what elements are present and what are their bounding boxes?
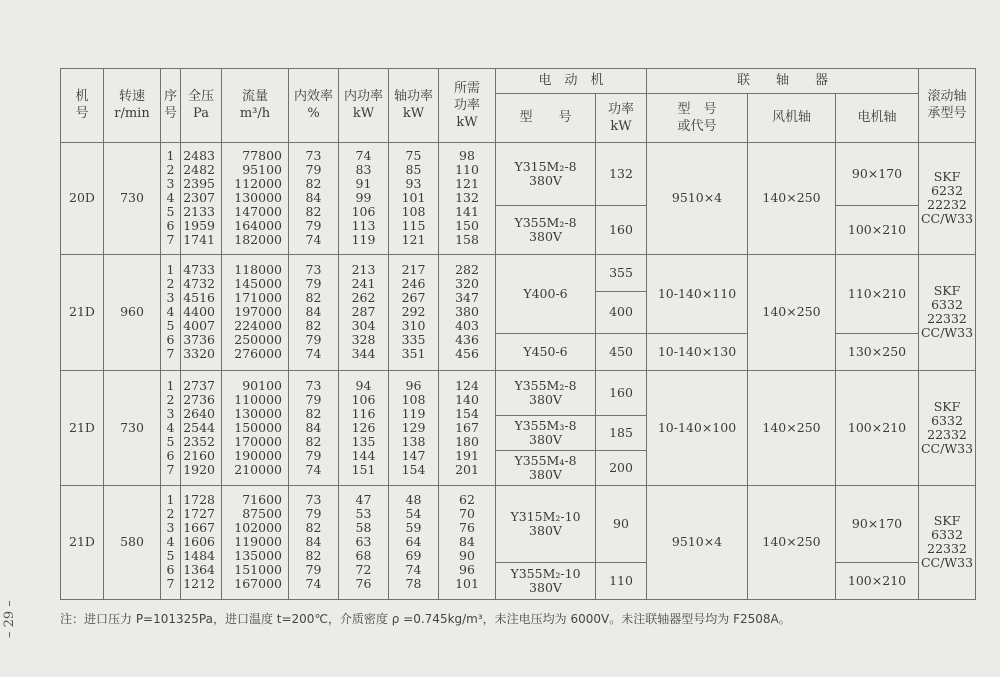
cell-value: 2160 xyxy=(183,447,215,463)
cell-value: 93 xyxy=(405,176,422,192)
required-power-list xyxy=(439,255,495,370)
cell-value: 94 xyxy=(355,377,372,393)
header-machine: 机 号 xyxy=(61,69,104,143)
cell-value: 73 xyxy=(305,492,322,508)
header-fan-shaft: 风机轴 xyxy=(748,93,836,142)
coupling-model: 9510×4 xyxy=(647,485,748,599)
cell-value: 2 xyxy=(166,506,175,522)
bearing-model: SKF 6332 22332 CC/W33 xyxy=(919,485,976,599)
motor-model: Y400-6 xyxy=(496,254,596,334)
cell-value: 101 xyxy=(401,190,426,206)
pressure-list xyxy=(181,255,221,370)
cell-value: 4007 xyxy=(183,318,215,334)
cell-value: 87500 xyxy=(242,506,282,522)
motor-model: Y315M₂-8 380V xyxy=(496,142,596,205)
motor-power: 200 xyxy=(596,450,647,485)
motor-shaft: 90×170 xyxy=(836,142,919,205)
cell-value: 191 xyxy=(455,447,479,463)
cell-value: 1741 xyxy=(183,232,215,248)
cell-value: 1 xyxy=(166,377,175,393)
cell-value: 82 xyxy=(305,204,322,220)
header-motor-power: 功率 kW xyxy=(596,93,647,142)
cell-value: 108 xyxy=(401,391,426,407)
cell-value: 83 xyxy=(355,162,372,178)
shaft-power-list xyxy=(389,486,438,599)
coupling-model: 10-140×110 xyxy=(647,254,748,334)
cell-value: 147 xyxy=(401,447,426,463)
cell-value: 3 xyxy=(166,520,175,536)
header-bearing: 滚动轴 承型号 xyxy=(919,69,976,143)
cell-value: 106 xyxy=(351,391,376,407)
cell-value: 4 xyxy=(166,419,175,435)
cell-value: 82 xyxy=(305,520,322,536)
footnote: 注：进口压力 P=101325Pa，进口温度 t=200℃，介质密度 ρ =0.745kg/m³，未注电压均为 6000V。未注联轴器型号均为 F2508A。 xyxy=(60,612,791,626)
cell-value: 59 xyxy=(405,520,422,536)
motor-shaft: 100×210 xyxy=(836,371,919,485)
machine-no: 21D xyxy=(61,254,104,370)
motor-model: Y355M₄-8 380V xyxy=(496,450,596,485)
cell-value: 436 xyxy=(455,332,479,348)
machine-no: 20D xyxy=(61,142,104,254)
cell-value: 1212 xyxy=(183,576,215,592)
motor-shaft: 100×210 xyxy=(836,563,919,600)
cell-value: 347 xyxy=(455,290,479,306)
motor-model: Y355M₂-10 380V xyxy=(496,563,596,600)
seq-list xyxy=(161,486,180,599)
cell-value: 5 xyxy=(166,318,175,334)
cell-value: 79 xyxy=(305,447,322,463)
cell-value: 64 xyxy=(405,534,422,550)
cell-value: 167000 xyxy=(234,576,282,592)
coupling-model: 10-140×130 xyxy=(647,334,748,371)
motor-model: Y355M₂-8 380V xyxy=(496,205,596,254)
cell-value: 135 xyxy=(351,433,376,449)
cell-value: 3320 xyxy=(183,346,215,362)
cell-value: 2 xyxy=(166,391,175,407)
cell-value: 74 xyxy=(305,576,322,592)
cell-value: 90100 xyxy=(242,377,282,393)
fan-spec-table xyxy=(60,68,976,600)
cell-value: 1727 xyxy=(183,506,215,522)
cell-value: 171000 xyxy=(234,290,282,306)
cell-value: 54 xyxy=(405,506,422,522)
pressure-list xyxy=(181,143,221,254)
cell-value: 151 xyxy=(351,461,376,477)
inner-efficiency-list xyxy=(289,371,338,484)
cell-value: 2307 xyxy=(183,190,215,206)
header-inner-efficiency: 内效率 % xyxy=(289,69,339,143)
cell-value: 106 xyxy=(351,204,376,220)
cell-value: 150000 xyxy=(234,419,282,435)
cell-value: 110 xyxy=(455,162,479,178)
cell-value: 4 xyxy=(166,534,175,550)
cell-value: 2 xyxy=(166,276,175,292)
cell-value: 73 xyxy=(305,148,322,164)
cell-value: 74 xyxy=(305,461,322,477)
cell-value: 126 xyxy=(351,419,376,435)
cell-value: 147000 xyxy=(234,204,282,220)
cell-value: 74 xyxy=(305,232,322,248)
cell-value: 132 xyxy=(455,190,479,206)
fan-shaft: 140×250 xyxy=(748,371,836,485)
cell-value: 320 xyxy=(455,276,479,292)
bearing-model: SKF 6232 22232 CC/W33 xyxy=(919,142,976,254)
cell-value: 3736 xyxy=(183,332,215,348)
cell-value: 2133 xyxy=(183,204,215,220)
motor-power: 185 xyxy=(596,416,647,451)
motor-power: 132 xyxy=(596,142,647,205)
cell-value: 130000 xyxy=(234,190,282,206)
cell-value: 380 xyxy=(455,304,479,320)
header-motor: 电 动 机 xyxy=(496,69,647,94)
cell-value: 72 xyxy=(355,562,372,578)
cell-value: 121 xyxy=(455,176,479,192)
cell-value: 335 xyxy=(401,332,426,348)
shaft-power-list xyxy=(389,143,438,254)
cell-value: 74 xyxy=(355,148,372,164)
cell-value: 119 xyxy=(351,232,376,248)
cell-value: 47 xyxy=(355,492,372,508)
cell-value: 63 xyxy=(355,534,372,550)
cell-value: 5 xyxy=(166,204,175,220)
cell-value: 68 xyxy=(355,548,372,564)
cell-value: 145000 xyxy=(234,276,282,292)
cell-value: 99 xyxy=(355,190,372,206)
cell-value: 95100 xyxy=(242,162,282,178)
cell-value: 351 xyxy=(401,346,426,362)
cell-value: 70 xyxy=(459,506,475,522)
motor-power: 355 xyxy=(596,254,647,291)
cell-value: 3 xyxy=(166,176,175,192)
cell-value: 170000 xyxy=(234,433,282,449)
cell-value: 2395 xyxy=(183,176,215,192)
cell-value: 282 xyxy=(455,262,479,278)
cell-value: 90 xyxy=(459,548,475,564)
cell-value: 3 xyxy=(166,405,175,421)
cell-value: 71600 xyxy=(242,492,282,508)
cell-value: 115 xyxy=(401,218,426,234)
cell-value: 3 xyxy=(166,290,175,306)
inner-efficiency-list xyxy=(289,486,338,599)
cell-value: 304 xyxy=(351,318,376,334)
header-motor-model: 型 号 xyxy=(496,93,596,142)
shaft-power-list xyxy=(389,255,438,370)
cell-value: 79 xyxy=(305,506,322,522)
cell-value: 182000 xyxy=(234,232,282,248)
header-motor-shaft: 电机轴 xyxy=(836,93,919,142)
cell-value: 262 xyxy=(351,290,376,306)
cell-value: 84 xyxy=(305,304,322,320)
cell-value: 110000 xyxy=(234,391,282,407)
cell-value: 129 xyxy=(401,419,426,435)
motor-model: Y450-6 xyxy=(496,334,596,371)
cell-value: 85 xyxy=(405,162,422,178)
cell-value: 201 xyxy=(455,461,479,477)
cell-value: 75 xyxy=(405,148,422,164)
cell-value: 135000 xyxy=(234,548,282,564)
cell-value: 150 xyxy=(455,218,479,234)
cell-value: 7 xyxy=(166,461,175,477)
motor-model: Y315M₂-10 380V xyxy=(496,485,596,563)
cell-value: 118000 xyxy=(234,262,282,278)
required-power-list xyxy=(439,486,495,599)
header-required-power: 所需 功率 kW xyxy=(439,69,496,143)
motor-power: 110 xyxy=(596,563,647,600)
fan-shaft: 140×250 xyxy=(748,485,836,599)
cell-value: 69 xyxy=(405,548,422,564)
cell-value: 96 xyxy=(405,377,422,393)
cell-value: 2736 xyxy=(183,391,215,407)
cell-value: 7 xyxy=(166,232,175,248)
cell-value: 4 xyxy=(166,190,175,206)
speed: 960 xyxy=(104,254,161,370)
cell-value: 124 xyxy=(455,377,479,393)
cell-value: 5 xyxy=(166,433,175,449)
cell-value: 344 xyxy=(351,346,376,362)
cell-value: 79 xyxy=(305,276,322,292)
cell-value: 154 xyxy=(401,461,426,477)
cell-value: 1728 xyxy=(183,492,215,508)
cell-value: 112000 xyxy=(234,176,282,192)
cell-value: 403 xyxy=(455,318,479,334)
required-power-list xyxy=(439,143,495,254)
cell-value: 108 xyxy=(401,204,426,220)
cell-value: 79 xyxy=(305,391,322,407)
header-coupling: 联 轴 器 xyxy=(647,69,919,94)
cell-value: 213 xyxy=(351,262,376,278)
cell-value: 456 xyxy=(455,346,479,362)
speed: 730 xyxy=(104,142,161,254)
cell-value: 96 xyxy=(459,562,475,578)
machine-no: 21D xyxy=(61,485,104,599)
cell-value: 113 xyxy=(351,218,376,234)
cell-value: 7 xyxy=(166,346,175,362)
cell-value: 210000 xyxy=(234,461,282,477)
cell-value: 102000 xyxy=(234,520,282,536)
cell-value: 82 xyxy=(305,176,322,192)
cell-value: 250000 xyxy=(234,332,282,348)
cell-value: 140 xyxy=(455,391,479,407)
cell-value: 1 xyxy=(166,148,175,164)
cell-value: 151000 xyxy=(234,562,282,578)
bearing-model: SKF 6332 22332 CC/W33 xyxy=(919,254,976,370)
cell-value: 62 xyxy=(459,492,475,508)
cell-value: 4733 xyxy=(183,262,215,278)
shaft-power-list xyxy=(389,371,438,484)
cell-value: 73 xyxy=(305,262,322,278)
cell-value: 180 xyxy=(455,433,479,449)
cell-value: 138 xyxy=(401,433,426,449)
cell-value: 4 xyxy=(166,304,175,320)
inner-efficiency-list xyxy=(289,255,338,370)
motor-model: Y355M₃-8 380V xyxy=(496,416,596,451)
cell-value: 1364 xyxy=(183,562,215,578)
flow-list xyxy=(222,143,288,254)
pressure-list xyxy=(181,486,221,599)
cell-value: 1667 xyxy=(183,520,215,536)
cell-value: 6 xyxy=(166,447,175,463)
bearing-model: SKF 6332 22332 CC/W33 xyxy=(919,371,976,485)
inner-power-list xyxy=(339,371,388,484)
cell-value: 287 xyxy=(351,304,376,320)
cell-value: 82 xyxy=(305,433,322,449)
cell-value: 84 xyxy=(305,534,322,550)
motor-shaft: 110×210 xyxy=(836,254,919,334)
cell-value: 119 xyxy=(401,405,426,421)
cell-value: 164000 xyxy=(234,218,282,234)
cell-value: 2737 xyxy=(183,377,215,393)
header-coupling-model: 型 号 或代号 xyxy=(647,93,748,142)
seq-list xyxy=(161,371,180,484)
cell-value: 292 xyxy=(401,304,426,320)
header-inner-power: 内功率 kW xyxy=(339,69,389,143)
coupling-model: 9510×4 xyxy=(647,142,748,254)
cell-value: 79 xyxy=(305,332,322,348)
cell-value: 78 xyxy=(405,576,422,592)
seq-list xyxy=(161,143,180,254)
speed: 730 xyxy=(104,371,161,485)
cell-value: 2544 xyxy=(183,419,215,435)
motor-shaft: 90×170 xyxy=(836,485,919,563)
cell-value: 1 xyxy=(166,492,175,508)
cell-value: 130000 xyxy=(234,405,282,421)
cell-value: 84 xyxy=(305,190,322,206)
cell-value: 79 xyxy=(305,562,322,578)
cell-value: 82 xyxy=(305,290,322,306)
cell-value: 58 xyxy=(355,520,372,536)
cell-value: 76 xyxy=(459,520,475,536)
fan-shaft: 140×250 xyxy=(748,142,836,254)
pressure-list xyxy=(181,371,221,484)
cell-value: 84 xyxy=(459,534,475,550)
cell-value: 79 xyxy=(305,218,322,234)
cell-value: 224000 xyxy=(234,318,282,334)
flow-list xyxy=(222,486,288,599)
motor-power: 400 xyxy=(596,291,647,334)
cell-value: 79 xyxy=(305,162,322,178)
cell-value: 82 xyxy=(305,405,322,421)
motor-power: 160 xyxy=(596,371,647,416)
header-flow: 流量 m³/h xyxy=(222,69,289,143)
cell-value: 2483 xyxy=(183,148,215,164)
motor-power: 450 xyxy=(596,334,647,371)
cell-value: 82 xyxy=(305,548,322,564)
cell-value: 74 xyxy=(305,346,322,362)
cell-value: 2482 xyxy=(183,162,215,178)
cell-value: 6 xyxy=(166,218,175,234)
cell-value: 154 xyxy=(455,405,479,421)
cell-value: 1 xyxy=(166,262,175,278)
cell-value: 6 xyxy=(166,332,175,348)
cell-value: 101 xyxy=(455,576,479,592)
cell-value: 1606 xyxy=(183,534,215,550)
inner-power-list xyxy=(339,255,388,370)
cell-value: 310 xyxy=(401,318,426,334)
cell-value: 217 xyxy=(401,262,426,278)
cell-value: 5 xyxy=(166,548,175,564)
cell-value: 121 xyxy=(401,232,426,248)
cell-value: 246 xyxy=(401,276,426,292)
cell-value: 1920 xyxy=(183,461,215,477)
inner-power-list xyxy=(339,486,388,599)
cell-value: 197000 xyxy=(234,304,282,320)
cell-value: 4400 xyxy=(183,304,215,320)
cell-value: 2640 xyxy=(183,405,215,421)
cell-value: 116 xyxy=(351,405,376,421)
cell-value: 82 xyxy=(305,318,322,334)
page-number: – 29 – xyxy=(2,600,17,638)
header-pressure: 全压 Pa xyxy=(181,69,222,143)
machine-no: 21D xyxy=(61,371,104,485)
seq-list xyxy=(161,255,180,370)
header-speed: 转速 r/min xyxy=(104,69,161,143)
cell-value: 91 xyxy=(355,176,372,192)
motor-shaft: 130×250 xyxy=(836,334,919,371)
cell-value: 7 xyxy=(166,576,175,592)
cell-value: 48 xyxy=(405,492,422,508)
cell-value: 190000 xyxy=(234,447,282,463)
cell-value: 73 xyxy=(305,377,322,393)
cell-value: 119000 xyxy=(234,534,282,550)
speed: 580 xyxy=(104,485,161,599)
fan-shaft: 140×250 xyxy=(748,254,836,370)
motor-power: 160 xyxy=(596,205,647,254)
cell-value: 241 xyxy=(351,276,376,292)
cell-value: 158 xyxy=(455,232,479,248)
cell-value: 4516 xyxy=(183,290,215,306)
inner-efficiency-list xyxy=(289,143,338,254)
cell-value: 98 xyxy=(459,148,475,164)
cell-value: 1484 xyxy=(183,548,215,564)
cell-value: 84 xyxy=(305,419,322,435)
header-shaft-power: 轴功率 kW xyxy=(389,69,439,143)
cell-value: 276000 xyxy=(234,346,282,362)
cell-value: 167 xyxy=(455,419,479,435)
header-seq: 序 号 xyxy=(161,69,181,143)
motor-shaft: 100×210 xyxy=(836,205,919,254)
required-power-list xyxy=(439,371,495,484)
cell-value: 77800 xyxy=(242,148,282,164)
flow-list xyxy=(222,255,288,370)
motor-model: Y355M₂-8 380V xyxy=(496,371,596,416)
cell-value: 76 xyxy=(355,576,372,592)
cell-value: 328 xyxy=(351,332,376,348)
cell-value: 144 xyxy=(351,447,376,463)
cell-value: 53 xyxy=(355,506,372,522)
inner-power-list xyxy=(339,143,388,254)
cell-value: 267 xyxy=(401,290,426,306)
motor-power: 90 xyxy=(596,485,647,563)
cell-value: 4732 xyxy=(183,276,215,292)
cell-value: 74 xyxy=(405,562,422,578)
bleed-through-text xyxy=(60,42,960,62)
cell-value: 141 xyxy=(455,204,479,220)
cell-value: 2 xyxy=(166,162,175,178)
flow-list xyxy=(222,371,288,484)
cell-value: 6 xyxy=(166,562,175,578)
cell-value: 1959 xyxy=(183,218,215,234)
coupling-model: 10-140×100 xyxy=(647,371,748,485)
cell-value: 2352 xyxy=(183,433,215,449)
